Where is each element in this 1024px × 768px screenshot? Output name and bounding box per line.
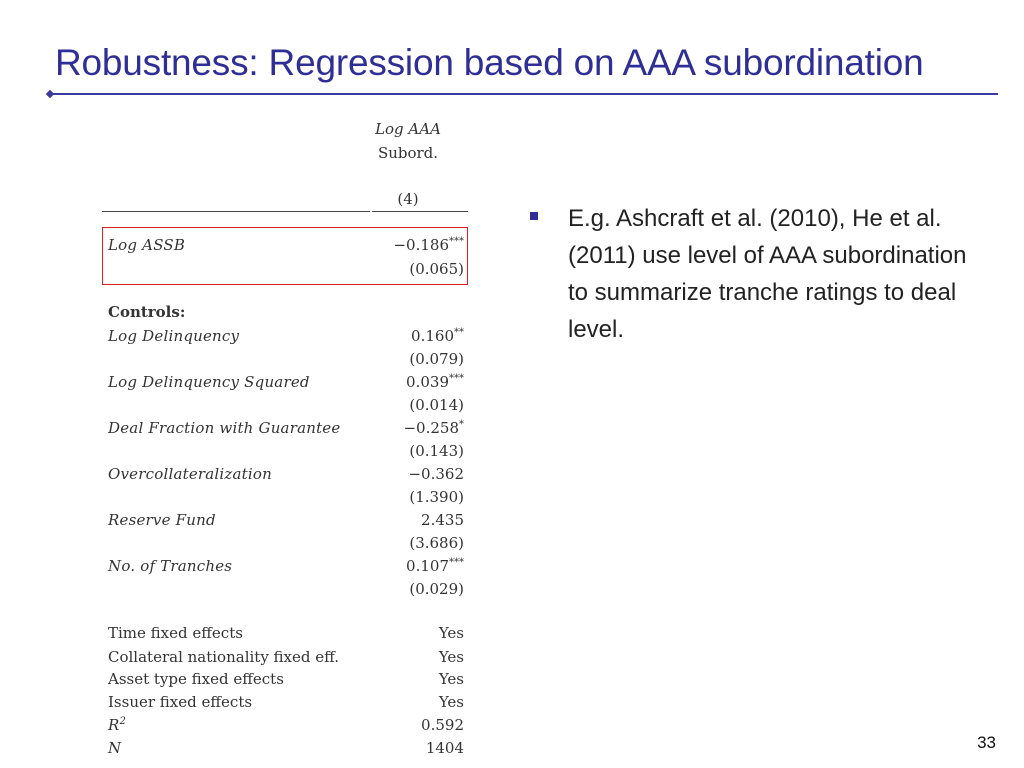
control-row xyxy=(108,463,464,485)
control-coef: 0.107*** xyxy=(406,557,464,575)
controls-heading-row xyxy=(108,301,464,323)
footer-value: Yes xyxy=(438,648,464,666)
control-se-row xyxy=(108,440,464,462)
main-row-se xyxy=(108,258,464,280)
main-row-label: Log ASSB xyxy=(108,236,186,254)
column-model-number: (4) xyxy=(397,190,419,208)
main-row-coef: −0.186*** xyxy=(393,236,464,254)
footer-value: Yes xyxy=(438,670,464,688)
footer-label: Collateral nationality fixed eff. xyxy=(108,648,340,666)
control-row xyxy=(108,371,464,393)
controls-heading: Controls: xyxy=(108,303,186,321)
regression-table xyxy=(100,110,480,765)
control-label: Overcollateralization xyxy=(108,465,272,483)
control-label: No. of Tranches xyxy=(108,557,233,575)
control-se: (0.014) xyxy=(409,396,464,414)
control-se: (3.686) xyxy=(409,534,464,552)
control-coef: 2.435 xyxy=(421,511,464,529)
control-se-row xyxy=(108,486,464,508)
control-coef: 0.160** xyxy=(411,327,464,345)
footer-row xyxy=(108,668,464,690)
control-se: (1.390) xyxy=(409,488,464,506)
footer-value: Yes xyxy=(438,624,464,642)
control-label: Log Delinquency xyxy=(108,327,240,345)
control-row xyxy=(108,417,464,439)
footer-row xyxy=(108,737,464,759)
footer-value: 1404 xyxy=(425,739,464,757)
footer-row xyxy=(108,622,464,644)
footer-value: Yes xyxy=(438,693,464,711)
footer-label-n: N xyxy=(108,739,122,757)
control-label: Reserve Fund xyxy=(108,511,216,529)
control-coef: −0.258* xyxy=(403,419,464,437)
column-header-line1: Log AAA xyxy=(375,120,441,138)
control-coef: −0.362 xyxy=(408,465,464,483)
footer-row xyxy=(108,646,464,668)
control-se: (0.079) xyxy=(409,350,464,368)
control-label: Log Delinquency Squared xyxy=(108,373,310,391)
square-bullet-icon xyxy=(530,212,538,220)
bullet-text: E.g. Ashcraft et al. (2010), He et al. (2011) use level of AAA subordination to summarize tranche ratings to deal level. xyxy=(568,205,967,343)
control-coef: 0.039*** xyxy=(406,373,464,391)
column-header-line2: Subord. xyxy=(377,144,439,162)
main-row-se-value: (0.065) xyxy=(409,260,464,278)
control-se: (0.029) xyxy=(409,580,464,598)
footer-row xyxy=(108,714,464,736)
control-se-row xyxy=(108,532,464,554)
control-row xyxy=(108,325,464,347)
slide-number: 33 xyxy=(977,733,996,752)
control-row xyxy=(108,555,464,577)
control-se: (0.143) xyxy=(409,442,464,460)
control-row xyxy=(108,509,464,531)
control-se-row xyxy=(108,394,464,416)
title-divider xyxy=(50,93,998,95)
footer-label-r2: $R^2$ xyxy=(108,716,127,734)
footer-label: Issuer fixed effects xyxy=(108,693,253,711)
header-rule-left xyxy=(102,211,370,212)
control-se-row xyxy=(108,348,464,370)
control-label: Deal Fraction with Guarantee xyxy=(108,419,341,437)
footer-row xyxy=(108,691,464,713)
slide-title: Robustness: Regression based on AAA subordination xyxy=(55,42,924,83)
main-row xyxy=(108,234,464,256)
control-se-row xyxy=(108,578,464,600)
header-rule-right xyxy=(372,211,468,212)
footer-value: 0.592 xyxy=(421,716,464,734)
footer-label: Time fixed effects xyxy=(108,624,243,642)
footer-label: Asset type fixed effects xyxy=(108,670,284,688)
